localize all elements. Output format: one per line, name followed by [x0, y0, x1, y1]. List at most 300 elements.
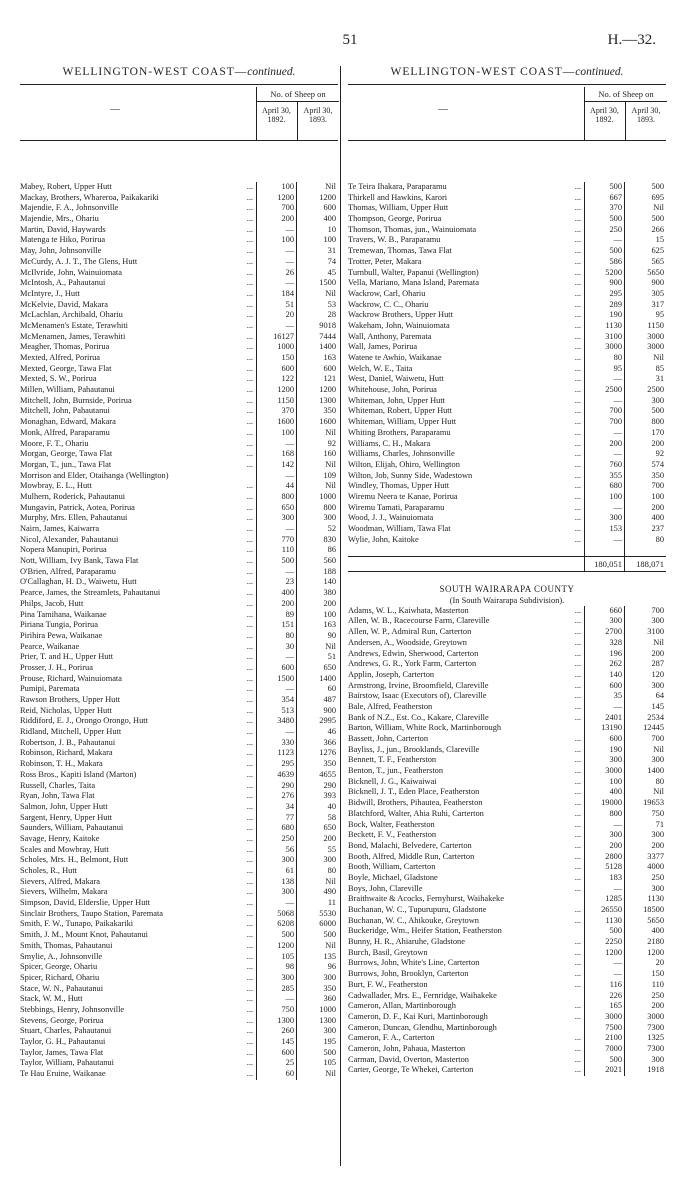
table-row [20, 845, 338, 856]
table-row [348, 385, 666, 396]
leader-dots: ... [246, 182, 253, 191]
owner-name: ... Watene te Awhio, Waikanae [348, 353, 584, 364]
table-row [348, 332, 666, 343]
sheep-1893: 380 [296, 588, 337, 599]
owner-name: ... Welch, W. E., Taita [348, 364, 584, 375]
sheep-1892: 600 [256, 1048, 296, 1059]
owner-name: ... Trotter, Peter, Makara [348, 257, 584, 268]
sheep-1892: — [256, 278, 296, 289]
leader-dots: ... [246, 320, 253, 330]
table-row [20, 620, 338, 631]
owner-name: ... McKelvie, David, Makara [20, 300, 256, 311]
sheep-1893: 163 [296, 353, 337, 364]
leader-dots: ... [574, 872, 581, 882]
leader-dots: ... [246, 342, 253, 352]
sheep-1893: 650 [296, 663, 337, 674]
sheep-1893: Nil [624, 203, 665, 214]
owner-name: ... Carman, David, Overton, Masterton [348, 1055, 584, 1066]
sheep-1892: 226 [584, 991, 624, 1002]
document-reference: H.—32. [607, 32, 656, 48]
owner-name: ... McLachlan, Archibald, Ohariu [20, 310, 256, 321]
sheep-1892: 190 [584, 310, 624, 321]
leader-dots: ... [574, 947, 581, 957]
table-row [20, 545, 338, 556]
sheep-1893: 900 [296, 706, 337, 717]
table-row [348, 300, 666, 311]
total-row [348, 556, 666, 572]
sheep-1892: 1200 [256, 941, 296, 952]
owner-name: ... Bennett, T. F., Featherston [348, 755, 584, 766]
sheep-1892: — [584, 958, 624, 969]
sheep-1893: 2995 [296, 716, 337, 727]
table-row [20, 193, 338, 204]
owner-name: ... Smith, Thomas, Pahautanui [20, 941, 256, 952]
table-row [348, 524, 666, 535]
sheep-1893: 300 [624, 396, 665, 407]
table-row [348, 1033, 666, 1044]
sheep-1893: 800 [624, 417, 665, 428]
sheep-1892: — [256, 257, 296, 268]
table-row [20, 492, 338, 503]
leader-dots: ... [246, 1069, 253, 1079]
owner-name: ... Andrews, Edwin, Sherwood, Carterton [348, 649, 584, 660]
table-row [20, 909, 338, 920]
owner-name: ... Wall, James, Porirua [348, 342, 584, 353]
owner-name: ... Scholes, Mrs. H., Belmont, Hutt [20, 855, 256, 866]
sheep-1893: 1400 [624, 766, 665, 777]
owner-name: ... Cameron, F. A., Carterton [348, 1033, 584, 1044]
sheep-1893: 110 [624, 980, 665, 991]
sheep-1892: 1150 [256, 396, 296, 407]
sheep-1892: — [256, 524, 296, 535]
owner-name: ... Sargent, Henry, Upper Hutt [20, 813, 256, 824]
owner-name: ... Riddiford, E. J., Orongo Orongo, Hutt [20, 716, 256, 727]
sheep-1892: 700 [584, 406, 624, 417]
sheep-1893: 266 [624, 225, 665, 236]
owner-name: ... Whiting Brothers, Paraparamu [348, 428, 584, 439]
leader-dots: ... [574, 840, 581, 850]
leader-dots: ... [574, 353, 581, 362]
sheep-1893: 53 [296, 300, 337, 311]
sheep-1892: 500 [256, 556, 296, 567]
sheep-1893: 52 [296, 524, 337, 535]
sheep-1893: 350 [296, 984, 337, 995]
sheep-1893: 490 [296, 887, 337, 898]
table-row [348, 691, 666, 702]
leader-dots: ... [574, 491, 581, 501]
leader-dots: ... [246, 203, 253, 213]
owner-name: ... Boyle, Michael, Gladstone [348, 873, 584, 884]
table-row [20, 802, 338, 813]
table-row [20, 898, 338, 909]
leader-dots: ... [574, 808, 581, 818]
leader-dots: ... [574, 659, 581, 669]
leader-dots: ... [246, 983, 253, 993]
leader-dots: ... [574, 905, 581, 914]
table-row [20, 246, 338, 257]
owner-name: ... Woodman, William, Tawa Flat [348, 524, 584, 535]
leader-dots: ... [574, 798, 581, 808]
sheep-1893: 300 [624, 755, 665, 766]
sheep-1892: 4639 [256, 770, 296, 781]
sheep-1893: 3000 [624, 1012, 665, 1023]
leader-dots: ... [246, 1047, 253, 1057]
leader-dots: ... [574, 915, 581, 925]
owner-name: ... Savage, Henry, Kaitoke [20, 834, 256, 845]
sheep-1893: 300 [624, 1055, 665, 1066]
leader-dots: ... [574, 1011, 581, 1021]
leader-dots: ... [574, 267, 581, 277]
owner-name: ... Wiremu Neera te Kanae, Porirua [348, 492, 584, 503]
wellington-rows [348, 182, 666, 545]
leader-dots: ... [574, 755, 581, 765]
sheep-1893: 92 [624, 449, 665, 460]
table-row [20, 727, 338, 738]
owner-name: ... Whiteman, John, Upper Hutt [348, 396, 584, 407]
sheep-1892: — [584, 235, 624, 246]
table-row [348, 755, 666, 766]
leader-dots: ... [246, 598, 253, 608]
leader-dots: ... [574, 1065, 581, 1075]
leader-dots: ... [574, 969, 581, 979]
leader-dots: ... [574, 385, 581, 395]
table-row [348, 862, 666, 873]
sheep-1893: Nil [296, 289, 337, 300]
table-row [348, 1055, 666, 1066]
owner-name: ... Buchanan, W. C., Tupurupuru, Gladstone [348, 905, 584, 916]
leader-dots: ... [246, 641, 253, 651]
leader-dots: ... [246, 833, 253, 843]
sheep-1892: 500 [584, 926, 624, 937]
year-1892-header: April 30, 1892. [256, 102, 296, 140]
leader-dots: ... [246, 972, 253, 982]
table-row [348, 659, 666, 670]
leader-dots: ... [246, 449, 253, 459]
leader-dots: ... [246, 417, 253, 427]
sheep-1893: 92 [296, 439, 337, 450]
sheep-1892: 900 [584, 278, 624, 289]
table-row [20, 642, 338, 653]
leader-dots: ... [246, 951, 253, 961]
sheep-1893: 31 [624, 374, 665, 385]
sheep-1893: 60 [296, 684, 337, 695]
owner-name: ... Sievers, Wilhelm, Makara [20, 887, 256, 898]
sheep-1893: 2534 [624, 713, 665, 724]
leader-dots: ... [246, 994, 253, 1004]
sheep-1893: Nil [624, 638, 665, 649]
sheep-1893: 200 [296, 599, 337, 610]
leader-dots: ... [574, 481, 581, 491]
table-row [348, 841, 666, 852]
leader-dots: ... [246, 823, 253, 833]
sheep-1892: 2100 [584, 1033, 624, 1044]
leader-dots: ... [246, 630, 253, 640]
owner-name: Cadwallader, Mrs. E., Fernridge, Waihakeke [348, 990, 497, 1000]
owner-name: ... Rawson Brothers, Upper Hutt [20, 695, 256, 706]
owner-name: ... McMenamen's Estate, Terawhiti [20, 321, 256, 332]
sheep-1893: 121 [296, 374, 337, 385]
owner-name: ... Pumipi, Paremata [20, 684, 256, 695]
leader-dots: ... [574, 627, 581, 637]
sheep-1893: 400 [624, 926, 665, 937]
table-row [20, 994, 338, 1005]
owner-name: ... Monaghan, Edward, Makara [20, 417, 256, 428]
sheep-1893: Nil [296, 182, 337, 193]
owner-name: ... Adams, W. L., Kaiwhata, Masterton [348, 606, 584, 617]
table-row [348, 948, 666, 959]
leader-dots: ... [574, 776, 581, 786]
owner-name: ... Allen, W. B., Racecourse Farm, Clareville [348, 616, 584, 627]
sheep-1893: 1200 [296, 193, 337, 204]
table-row [20, 513, 338, 524]
sheep-1893: Nil [296, 481, 337, 492]
leader-dots: ... [574, 438, 581, 448]
leader-dots: ... [574, 712, 581, 722]
table-row [20, 1016, 338, 1027]
leader-dots: ... [574, 648, 581, 658]
sheep-1893: 11 [296, 898, 337, 909]
sheep-1892: 285 [256, 984, 296, 995]
sheep-1892: — [584, 884, 624, 895]
sheep-1892: 13190 [584, 723, 624, 734]
owner-name: ... Blatchford, Walter, Ahia Ruhi, Carterton [348, 809, 584, 820]
sheep-1893: 31 [296, 246, 337, 257]
sheep-1892: 26 [256, 268, 296, 279]
sheep-1892: 3100 [584, 332, 624, 343]
table-row [348, 503, 666, 514]
sheep-1892: 750 [256, 1005, 296, 1016]
sheep-1892: 34 [256, 802, 296, 813]
leader-dots: ... [574, 288, 581, 298]
owner-name: ... Mexted, Alfred, Porirua [20, 353, 256, 364]
table-row [20, 203, 338, 214]
table-row [20, 449, 338, 460]
owner-name: ... Prouse, Richard, Wainuiomata [20, 674, 256, 685]
sheep-1892: 276 [256, 791, 296, 802]
table-row [20, 364, 338, 375]
leader-dots: ... [574, 534, 581, 544]
sheep-1892: — [584, 374, 624, 385]
sheep-1892: — [256, 225, 296, 236]
sheep-1892: 250 [584, 225, 624, 236]
table-row [20, 353, 338, 364]
table-row [348, 193, 666, 204]
sheep-1893: 830 [296, 535, 337, 546]
sheep-1893: 100 [296, 610, 337, 621]
owner-name: ... Burrows, John, Brooklyn, Carterton [348, 969, 584, 980]
sheep-1892: — [256, 684, 296, 695]
leader-dots: ... [574, 734, 581, 743]
sheep-1893: 2500 [624, 385, 665, 396]
table-row [348, 203, 666, 214]
leader-dots: ... [574, 246, 581, 256]
owner-name: ... Bunny, H. R., Ahiaruhe, Gladstone [348, 937, 584, 948]
sheep-1892: 56 [256, 845, 296, 856]
sheep-1893: 1300 [296, 396, 337, 407]
table-row [348, 268, 666, 279]
table-row [20, 1048, 338, 1059]
sheep-1893: 300 [624, 830, 665, 841]
sheep-1893: 40 [296, 802, 337, 813]
total-1892: 180,051 [584, 557, 624, 571]
table-spacer [348, 545, 666, 556]
table-row [348, 428, 666, 439]
owner-name: ... Wakeham, John, Wainuiomata [348, 321, 584, 332]
table-row [348, 713, 666, 724]
sheep-1893: 3100 [624, 627, 665, 638]
leader-dots: ... [246, 214, 253, 224]
sheep-1893: 305 [624, 289, 665, 300]
table-row [20, 823, 338, 834]
leader-dots: ... [246, 353, 253, 362]
table-row [348, 342, 666, 353]
sheep-1892: 800 [256, 492, 296, 503]
table-row [20, 278, 338, 289]
sheep-count-header: No. of Sheep on [256, 87, 339, 102]
table-row [20, 1037, 338, 1048]
table-row [20, 439, 338, 450]
leader-dots: ... [574, 1043, 581, 1053]
sheep-1893: 200 [624, 503, 665, 514]
owner-name: ... Prosser, J. H., Porirua [20, 663, 256, 674]
owner-name: ... Wackrow, Carl, Ohariu [348, 289, 584, 300]
owner-name: ... Robertson, J. B., Pahautanui [20, 738, 256, 749]
leader-dots: ... [574, 182, 581, 191]
sheep-1893: 80 [296, 866, 337, 877]
sheep-1892: 25 [256, 1058, 296, 1069]
sheep-1893: 1000 [296, 492, 337, 503]
sheep-1892: — [584, 428, 624, 439]
owner-name: ... Smylie, A., Johnsonville [20, 952, 256, 963]
sheep-1892: 80 [584, 353, 624, 364]
leader-dots: ... [574, 1054, 581, 1064]
sheep-1892: 680 [584, 481, 624, 492]
sheep-1892: 1300 [256, 1016, 296, 1027]
sheep-1893: 750 [624, 809, 665, 820]
table-row [20, 182, 338, 193]
leader-dots: ... [574, 937, 581, 947]
table-row [348, 606, 666, 617]
leader-dots: ... [574, 1001, 581, 1011]
sheep-1892: 60 [256, 1069, 296, 1080]
left-table-body [20, 141, 338, 1080]
sheep-1893: 18500 [624, 905, 665, 916]
sheep-1893: 300 [624, 681, 665, 692]
sheep-1893: Nil [296, 642, 337, 653]
table-row [348, 289, 666, 300]
name-column-header: — [438, 104, 448, 115]
table-row [348, 1001, 666, 1012]
sheep-1893: 95 [624, 310, 665, 321]
sheep-1893: 360 [296, 994, 337, 1005]
table-row [20, 952, 338, 963]
sheep-1893: 46 [296, 727, 337, 738]
owner-name: ... Booth, Alfred, Middle Run, Carterton [348, 852, 584, 863]
sheep-1892: 165 [584, 1001, 624, 1012]
sheep-1893: 80 [624, 777, 665, 788]
sheep-1892: 200 [584, 439, 624, 450]
sheep-1893: 393 [296, 791, 337, 802]
sheep-1893: 1200 [296, 385, 337, 396]
table-row [20, 738, 338, 749]
leader-dots: ... [246, 844, 253, 854]
leader-dots: ... [246, 1004, 253, 1014]
leader-dots: ... [246, 385, 253, 395]
owner-name: ... Russell, Charles, Taita [20, 781, 256, 792]
sheep-1893: 200 [296, 834, 337, 845]
sheep-1893: 1300 [296, 1016, 337, 1027]
sheep-1893: 500 [624, 182, 665, 193]
leader-dots: ... [246, 737, 253, 747]
sheep-1893: 700 [624, 734, 665, 745]
owner-name: ... Scholes, R., Hutt [20, 866, 256, 877]
owner-name: ... Bayliss, J., jun., Brooklands, Clareville [348, 745, 584, 756]
table-row [348, 396, 666, 407]
sheep-1893: 1150 [624, 321, 665, 332]
sheep-1892: 190 [584, 745, 624, 756]
sheep-1892: 370 [584, 203, 624, 214]
owner-name: ... Burch, Basil, Greytown [348, 948, 584, 959]
leader-dots: ... [246, 588, 253, 598]
sheep-1893: 487 [296, 695, 337, 706]
owner-name: ... Spicer, Richard, Ohariu [20, 973, 256, 984]
sheep-1892: 110 [256, 545, 296, 556]
sheep-1893: 7444 [296, 332, 337, 343]
owner-name: ... Pina Tamihana, Waikanae [20, 610, 256, 621]
sheep-1893: 200 [624, 841, 665, 852]
owner-name: ... Mungavin, Patrick, Aotea, Porirua [20, 503, 256, 514]
sheep-1893: 163 [296, 620, 337, 631]
sheep-1893: 28 [296, 310, 337, 321]
leader-dots: ... [574, 320, 581, 330]
sheep-1892: 100 [256, 235, 296, 246]
leader-dots: ... [246, 267, 253, 277]
leader-dots: ... [574, 406, 581, 416]
table-row [20, 866, 338, 877]
owner-name: ... Mabey, Robert, Upper Hutt [20, 182, 256, 193]
sheep-1893: 100 [296, 235, 337, 246]
leader-dots: ... [574, 830, 581, 840]
leader-dots: ... [574, 224, 581, 234]
table-row [20, 1058, 338, 1069]
sheep-1893: 1400 [296, 674, 337, 685]
table-row [348, 905, 666, 916]
table-row [20, 406, 338, 417]
sheep-1893: 145 [624, 702, 665, 713]
owner-name: ... Bassett, John, Carterton [348, 734, 584, 745]
leader-dots: ... [246, 1058, 253, 1068]
leader-dots: ... [574, 278, 581, 288]
sheep-1892: 660 [584, 606, 624, 617]
sheep-1892: 3480 [256, 716, 296, 727]
sheep-1893: Nil [624, 745, 665, 756]
leader-dots: ... [574, 310, 581, 320]
leader-dots: ... [574, 883, 581, 893]
leader-dots: ... [246, 791, 253, 801]
leader-dots: ... [246, 684, 253, 694]
sheep-1892: 289 [584, 300, 624, 311]
owner-name: ... Pearce, Waikanae [20, 642, 256, 653]
right-table-header [348, 84, 666, 141]
table-row [20, 748, 338, 759]
sheep-1892: 300 [584, 513, 624, 524]
sheep-1893: 900 [624, 278, 665, 289]
sheep-1893: 195 [296, 1037, 337, 1048]
sheep-1893: 1000 [296, 1005, 337, 1016]
sheep-1893: 500 [624, 214, 665, 225]
owner-name: ... Morgan, T., jun., Tawa Flat [20, 460, 256, 471]
leader-dots: ... [246, 224, 253, 234]
